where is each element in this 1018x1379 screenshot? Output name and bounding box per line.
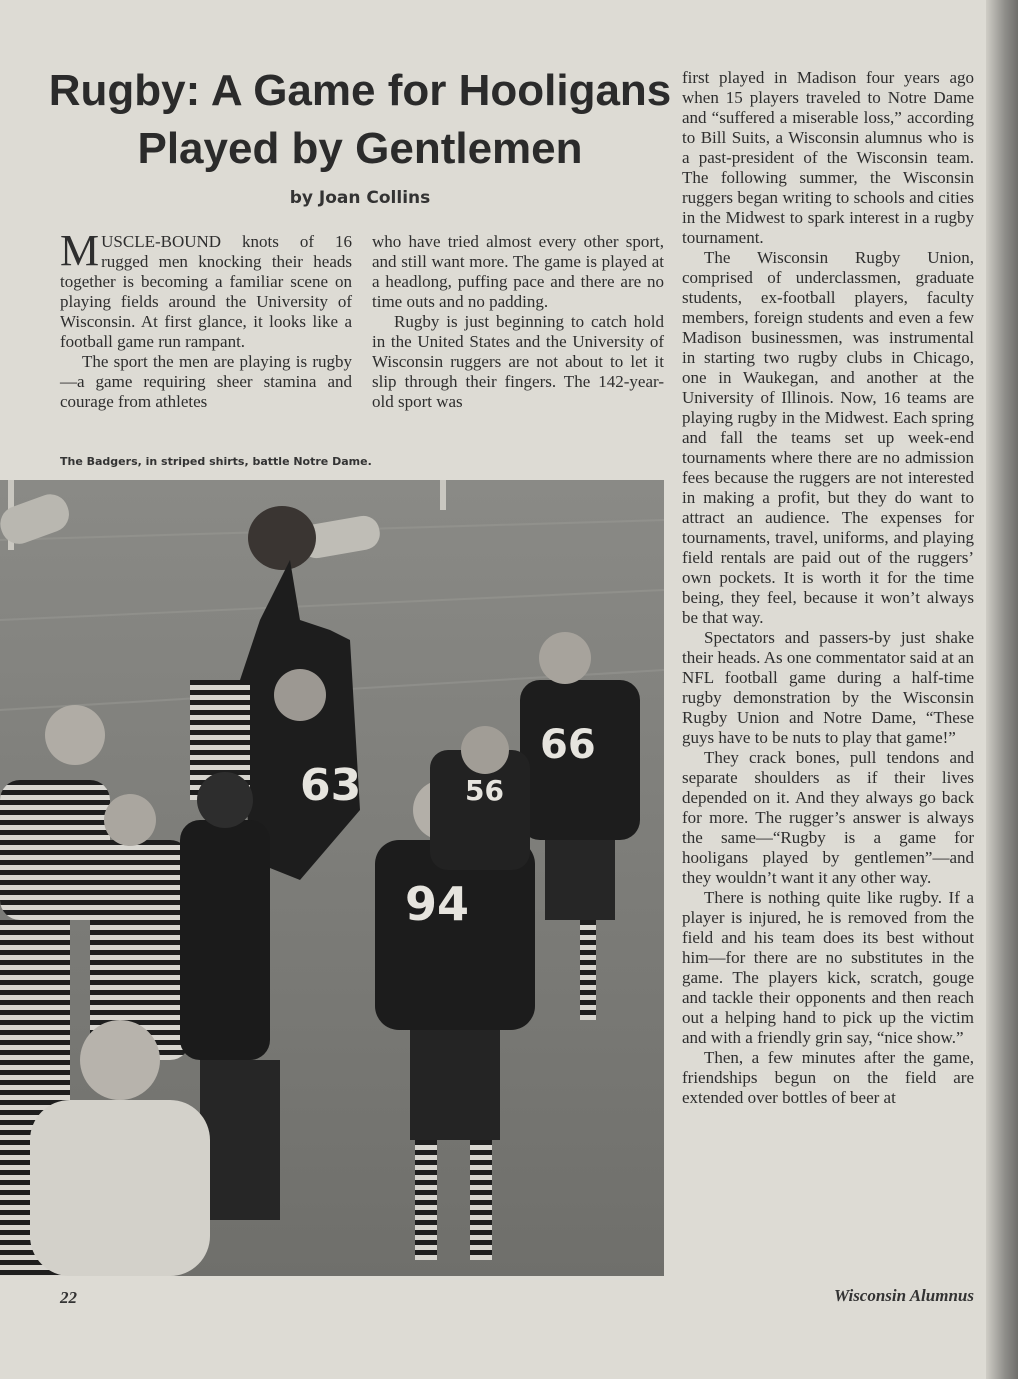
text-column-1 [60, 226, 352, 412]
col1-paragraph-1 [60, 226, 352, 352]
col3-paragraph-4: They crack bones, pull tendons and separate shoulders as if their lives depended on it. And they always go back for more. The rugger’s answer is always the same—“Rugby is a game for hooligans played by gentlemen”—and they wouldn’t want it any other way. [682, 748, 974, 887]
col1-paragraph-1-text: USCLE-BOUND knots of 16 rugged men knocking their heads together is becoming a familiar scene on playing fields around the University of Wisconsin. At first glance, it looks like a football game run rampant. [60, 232, 352, 351]
goal-post-right [440, 480, 446, 510]
rugby-lineout-photo [0, 480, 664, 1276]
col3-paragraph-6: Then, a few minutes after the game, friendships begun on the field are extended over bottles of beer at [682, 1048, 974, 1107]
col3-paragraph-5: There is nothing quite like rugby. If a player is injured, he is removed from the field and his team does its best without him—for there are no substitutes in the game. The players kick, scratch, gouge and tackle their opponents and then reach out a helping hand to pick up the victim and with a friendly grin say, “nice show.” [682, 888, 974, 1047]
photo-caption: The Badgers, in striped shirts, battle Notre Dame. [60, 455, 372, 468]
col3-paragraph-2: The Wisconsin Rugby Union, comprised of underclassmen, graduate students, ex-football players, faculty members, foreign students and even a few Madison businessmen, was instrumental in starting two rugby clubs in Chicago, one in Waukegan, and another at the University of Illinois. Now, 16 teams are playing rugby in the Midwest. Each spring and fall the teams set up week-end tournaments where there are no admission fees because the ruggers are not interested in making a profit, but they do want to attract an audience. The expenses for tournaments, travel, uniforms, and playing field rentals are paid out of the ruggers’ own pockets. It is worth it for the time being, they feel, because it won’t always be that way. [682, 248, 974, 627]
jersey-number-66: 66 [540, 722, 596, 768]
article-title [40, 62, 680, 178]
title-line-1: Rugby: A Game for Hooligans [48, 66, 672, 115]
rugby-ball [248, 506, 316, 570]
byline: by Joan Collins [289, 188, 431, 208]
jersey-number-56: 56 [465, 774, 504, 807]
jersey-number-94: 94 [405, 877, 470, 931]
title-line-2: Played by Gentlemen [137, 124, 583, 173]
page-edge-shadow [986, 0, 1018, 1379]
col1-paragraph-2: The sport the men are playing is rugby—a game requiring sheer stamina and courage from athletes [60, 352, 352, 411]
drop-cap: M [60, 226, 100, 275]
col2-paragraph-2: Rugby is just beginning to catch hold in the United States and the University of Wisconsin ruggers are not about to let it slip through their fingers. The 142-year-old sport was [372, 312, 664, 411]
col3-paragraph-1: first played in Madison four years ago when 15 players traveled to Notre Dame and “suffered a miserable loss,” according to Bill Suits, a Wisconsin alumnus who is a past-president of the Wisconsin team. The following summer, the Wisconsin ruggers began writing to schools and cities in the Midwest to spark interest in a rugby tournament. [682, 68, 974, 247]
photo-illustration [0, 480, 664, 1276]
magazine-name: Wisconsin Alumnus [833, 1286, 974, 1305]
col3-paragraph-3: Spectators and passers-by just shake their heads. As one commentator said at an NFL football game during a half-time rugby demonstration by the Wisconsin Rugby Union and Notre Dame, “These guys have to be nuts to play that game!” [682, 628, 974, 747]
page-number: 22 [60, 1288, 77, 1307]
col2-paragraph-1: who have tried almost every other sport, and still want more. The game is played at a headlong, puffing pace and there are no time outs and no padding. [372, 232, 664, 311]
text-column-3 [682, 68, 974, 1108]
text-column-2 [372, 232, 664, 412]
jersey-number-63: 63 [300, 760, 362, 811]
